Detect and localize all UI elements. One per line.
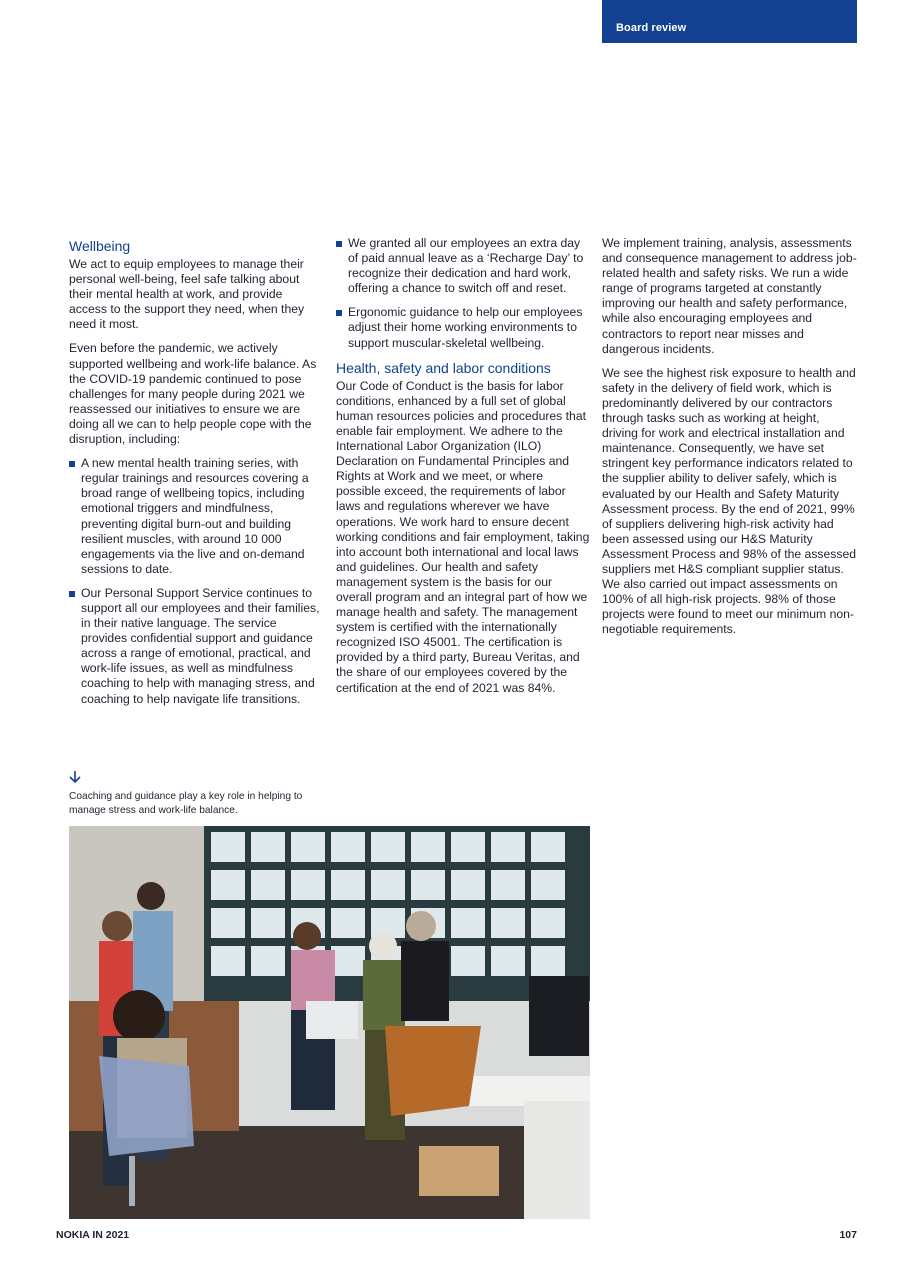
page-number: 107 — [839, 1229, 857, 1241]
column-health-safety — [336, 236, 591, 705]
arrow-down-icon — [68, 770, 82, 784]
column-risk — [602, 236, 858, 646]
bullet-item: Ergonomic guidance to help our employees adjust their home working environments to support muscular-skeletal wellbeing. — [336, 305, 591, 350]
paragraph: We implement training, analysis, assessments and consequence management to address job-related health and safety risks. We run a wide range of programs targeted at constantly improving our health and safety performance, while also encouraging employees and contractors to report near misses and dangerous incidents. — [602, 236, 857, 356]
figure-caption: Coaching and guidance play a key role in helping to manage stress and work-life balance. — [69, 791, 303, 816]
bullet-item: Our Personal Support Service continues to support all our employees and their families, in their native language. The service provides confidential support and guidance across a range of emotional, practical, and work-life issues, as well as mindfulness coaching to help with managing stress, and coaching to help navigate life transitions. — [69, 586, 323, 707]
footer-report-title: NOKIA IN 2021 — [56, 1229, 130, 1241]
section-tab-label: Board review — [616, 22, 687, 34]
office-photo — [69, 826, 590, 1219]
paragraph: We see the highest risk exposure to health and safety in the delivery of field work, which is predominantly delivered by our contractors through tasks such as working at height, driving for work and electrical installation and maintenance. Consequently, we have set stringent key performance indicators related to the supplier ability to deliver safely, which is evaluated by our Health and Safety Maturity Assessment process. By the end of 2021, 99% of suppliers delivering high-risk activity had been assessed using our H&S Maturity Assessment Process and 98% of the assessed suppliers met H&S compliant supplier status. We also carried out impact assessments on 100% of all high-risk projects. 98% of those projects were found to meet our minimum non-negotiable requirements. — [602, 365, 857, 637]
column-wellbeing — [69, 236, 323, 716]
bullet-list — [336, 236, 591, 351]
bullet-item: A new mental health training series, with regular trainings and resources covering a broad range of wellbeing topics, including emotional triggers and mindfulness, preventing digital burn-out and building resilient muscles, with around 10 000 engagements via the live and on-demand sessions to date. — [69, 456, 323, 577]
office-photo-illustration — [69, 826, 590, 1219]
paragraph: Even before the pandemic, we actively supported wellbeing and work-life balance. As the COVID-19 pandemic continued to pose challenges for many people during 2021 we reassessed our initiatives to ensure we are doing all we can to help people cope with the disruption, including: — [69, 341, 317, 447]
bullet-item: We granted all our employees an extra day of paid annual leave as a ‘Recharge Day’ to recognize their dedication and hard work, offering a chance to switch off and reset. — [336, 236, 591, 296]
heading-wellbeing: Wellbeing — [69, 238, 131, 254]
paragraph: We act to equip employees to manage their personal well-being, feel safe talking about their mental health at work, and provide access to the support they need, when they need it most. — [69, 257, 305, 332]
paragraph: Our Code of Conduct is the basis for labor conditions, enhanced by a full set of global human resources policies and procedures that enable fair employment. We adhere to the International Labor Organization (ILO) Declaration on Fundamental Principles and Rights at Work and we meet, or where possible exceed, the requirements of labor laws and regulations wherever we have operations. We work hard to ensure decent working conditions and fair employment, taking into account both international and local laws and guidelines. Our health and safety management system is the basis for our overall program and an integral part of how we manage health and safety. The management system is certified with the internationally recognized ISO 45001. The certification is provided by a third party, Bureau Veritas, and the share of our employees covered by the certification at the end of 2021 was 84%. — [336, 378, 590, 695]
section-tab — [602, 0, 857, 43]
heading-health-safety: Health, safety and labor conditions — [336, 359, 551, 376]
bullet-list — [69, 456, 323, 707]
